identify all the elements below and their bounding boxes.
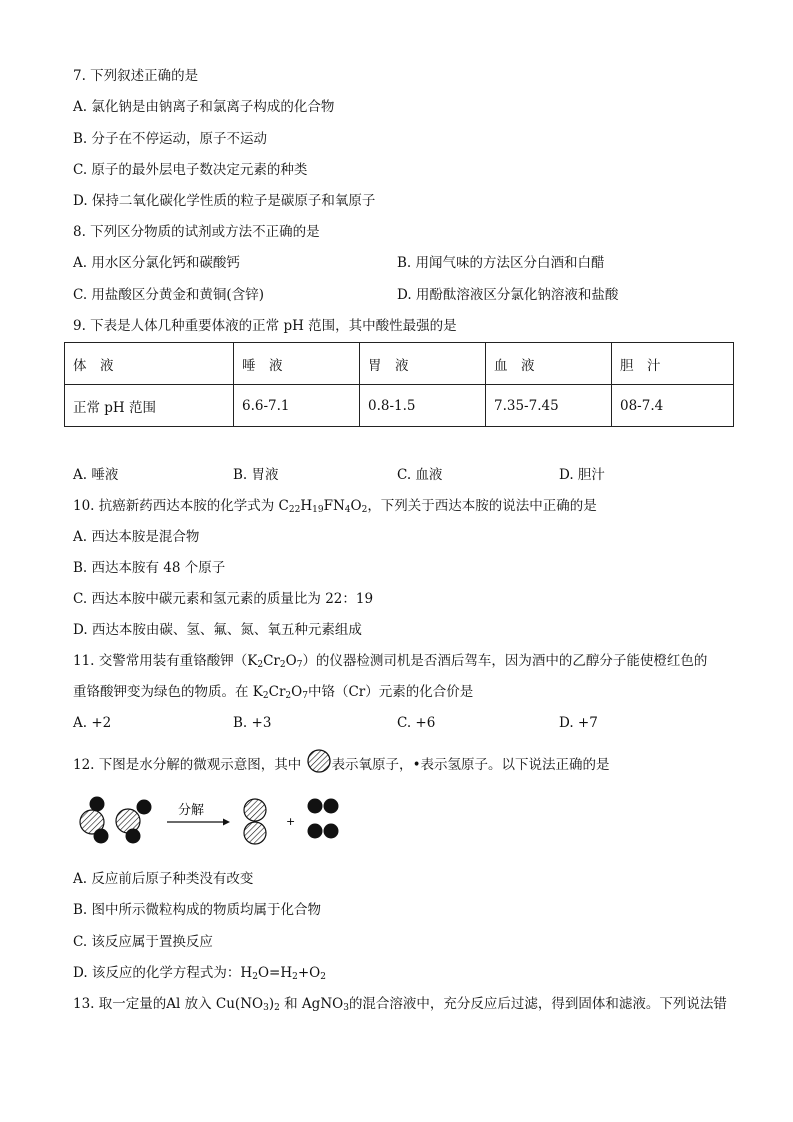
reaction-arrow [167, 819, 230, 826]
q12-stem-mid: 表示氧原子， [331, 757, 413, 773]
q8-option-d: D. 用酚酞溶液区分氯化钠溶液和盐酸 [397, 287, 619, 303]
formula-sub: 2 [279, 660, 286, 670]
formula-sub: 4 [344, 505, 351, 515]
ph-table-cell: 6.6-7.1 [234, 385, 360, 427]
water-decomposition-diagram [75, 790, 355, 850]
arrow-label: 分解 [178, 803, 205, 818]
q7-option-c: C. 原子的最外层电子数决定元素的种类 [73, 162, 308, 178]
q12-option-c: C. 该反应属于置换反应 [73, 934, 213, 950]
q11-stem-pre: 11. 交警常用装有重铬酸钾（K [73, 653, 258, 669]
water-molecule [116, 800, 152, 844]
formula-sub: 2 [252, 972, 258, 982]
q11-stem-b-post: 中铬（Cr）元素的化合价是 [307, 684, 474, 700]
q10-stem-post: ，下列关于西达本胺的说法中正确的是 [367, 498, 597, 514]
formula-sub: 19 [312, 505, 324, 515]
formula-sub: 2 [262, 691, 269, 701]
formula-sub: 3 [343, 1003, 349, 1013]
q7-option-b: B. 分子在不停运动，原子不运动 [73, 131, 268, 147]
q12-stem [73, 748, 610, 783]
q12-option-b: B. 图中所示微粒构成的物质均属于化合物 [73, 902, 322, 918]
oxygen-molecule [244, 799, 266, 844]
formula-part: O [291, 684, 303, 700]
formula-part: O [350, 498, 362, 514]
ph-table-header: 胃 液 [360, 343, 486, 385]
hydrogen-molecule [308, 799, 339, 814]
q7-stem: 7. 下列叙述正确的是 [73, 68, 199, 84]
ph-table-cell: 7.35-7.45 [486, 385, 612, 427]
ph-table-cell: 正常 pH 范围 [65, 385, 234, 427]
q11-stem-line2 [73, 682, 473, 706]
formula-part: O [285, 653, 297, 669]
q11-option-a: A. +2 [73, 715, 112, 731]
formula-sub: 2 [320, 972, 326, 982]
q13-stem [73, 994, 727, 1018]
q11-stem-post: ）的仪器检测司机是否酒后驾车，因为酒中的乙醇分子能使橙红色的 [302, 653, 708, 669]
formula-part: ) [268, 996, 275, 1012]
q12-stem-pre: 12. 下图是水分解的微观示意图，其中 [73, 757, 302, 773]
q10-stem-pre: 10. 抗癌新药西达本胺的化学式为 C [73, 498, 289, 514]
q7-option-a: A. 氯化钠是由钠离子和氯离子构成的化合物 [73, 99, 335, 115]
q10-option-d: D. 西达本胺由碳、氢、氟、氮、氧五种元素组成 [73, 622, 362, 638]
ph-table-cell: 08-7.4 [612, 385, 734, 427]
q13-stem-post: 的混合溶液中，充分反应后过滤，得到固体和滤液。下列说法错 [348, 996, 727, 1012]
q10-option-c: C. 西达本胺中碳元素和氢元素的质量比为 22：19 [73, 591, 374, 607]
q8-option-a: A. 用水区分氯化钙和碳酸钙 [73, 255, 240, 271]
q11-option-d: D. +7 [559, 715, 598, 731]
formula-part: H [300, 498, 313, 514]
formula-sub: 2 [274, 1003, 280, 1013]
ph-table-row [65, 385, 734, 427]
formula-part: O=H [257, 965, 293, 981]
q10-option-b: B. 西达本胺有 48 个原子 [73, 560, 226, 576]
q8-stem: 8. 下列区分物质的试剂或方法不正确的是 [73, 224, 320, 240]
q11-option-b: B. +3 [233, 715, 272, 731]
q8-option-c: C. 用盐酸区分黄金和黄铜(含锌) [73, 287, 264, 303]
water-molecule [80, 797, 109, 844]
formula-sub: 2 [361, 505, 368, 515]
q9-option-c: C. 血液 [397, 467, 443, 483]
formula-part: FN [323, 498, 345, 514]
q13-stem-pre: 13. 取一定量的Al 放入 Cu(NO [73, 996, 264, 1012]
hydrogen-molecule [308, 824, 339, 839]
q12-option-a: A. 反应前后原子种类没有改变 [73, 871, 254, 887]
plus-sign: + [286, 815, 296, 828]
q11-stem-b-pre: 重铬酸钾变为绿色的物质。在 K [73, 684, 263, 700]
ph-table-header: 唾 液 [234, 343, 360, 385]
ph-table-cell: 0.8-1.5 [360, 385, 486, 427]
formula-sub: 2 [257, 660, 264, 670]
q9-option-d: D. 胆汁 [559, 467, 605, 483]
q8-option-b: B. 用闻气味的方法区分白酒和白醋 [397, 255, 605, 271]
ph-table-header: 血 液 [486, 343, 612, 385]
q12-option-d-pre: D. 该反应的化学方程式为：H [73, 965, 253, 981]
q12-stem-post: •表示氢原子。以下说法正确的是 [412, 757, 610, 773]
formula-part: 和 AgNO [279, 996, 344, 1012]
formula-sub: 7 [296, 660, 303, 670]
ph-table [64, 342, 734, 427]
formula-sub: 7 [302, 691, 308, 701]
formula-sub: 2 [292, 972, 298, 982]
ph-table-header: 胆 汁 [612, 343, 734, 385]
formula-sub: 3 [263, 1003, 269, 1013]
formula-part: Cr [268, 684, 286, 700]
ph-table-header: 体 液 [65, 343, 234, 385]
q10-stem [73, 496, 597, 520]
formula-part: Cr [263, 653, 280, 669]
q11-option-c: C. +6 [397, 715, 436, 731]
q12-option-d [73, 963, 326, 987]
ph-table-header-row [65, 343, 734, 385]
formula-sub: 22 [288, 505, 301, 515]
formula-part: +O [297, 965, 321, 981]
q9-option-b: B. 胃液 [233, 467, 279, 483]
formula-sub: 2 [285, 691, 292, 701]
q11-stem-line1 [73, 651, 707, 675]
q9-option-a: A. 唾液 [73, 467, 119, 483]
oxygen-atom-icon [306, 748, 332, 783]
q7-option-d: D. 保持二氧化碳化学性质的粒子是碳原子和氧原子 [73, 193, 376, 209]
q10-option-a: A. 西达本胺是混合物 [73, 529, 200, 545]
q9-stem: 9. 下表是人体几种重要体液的正常 pH 范围，其中酸性最强的是 [73, 318, 457, 334]
